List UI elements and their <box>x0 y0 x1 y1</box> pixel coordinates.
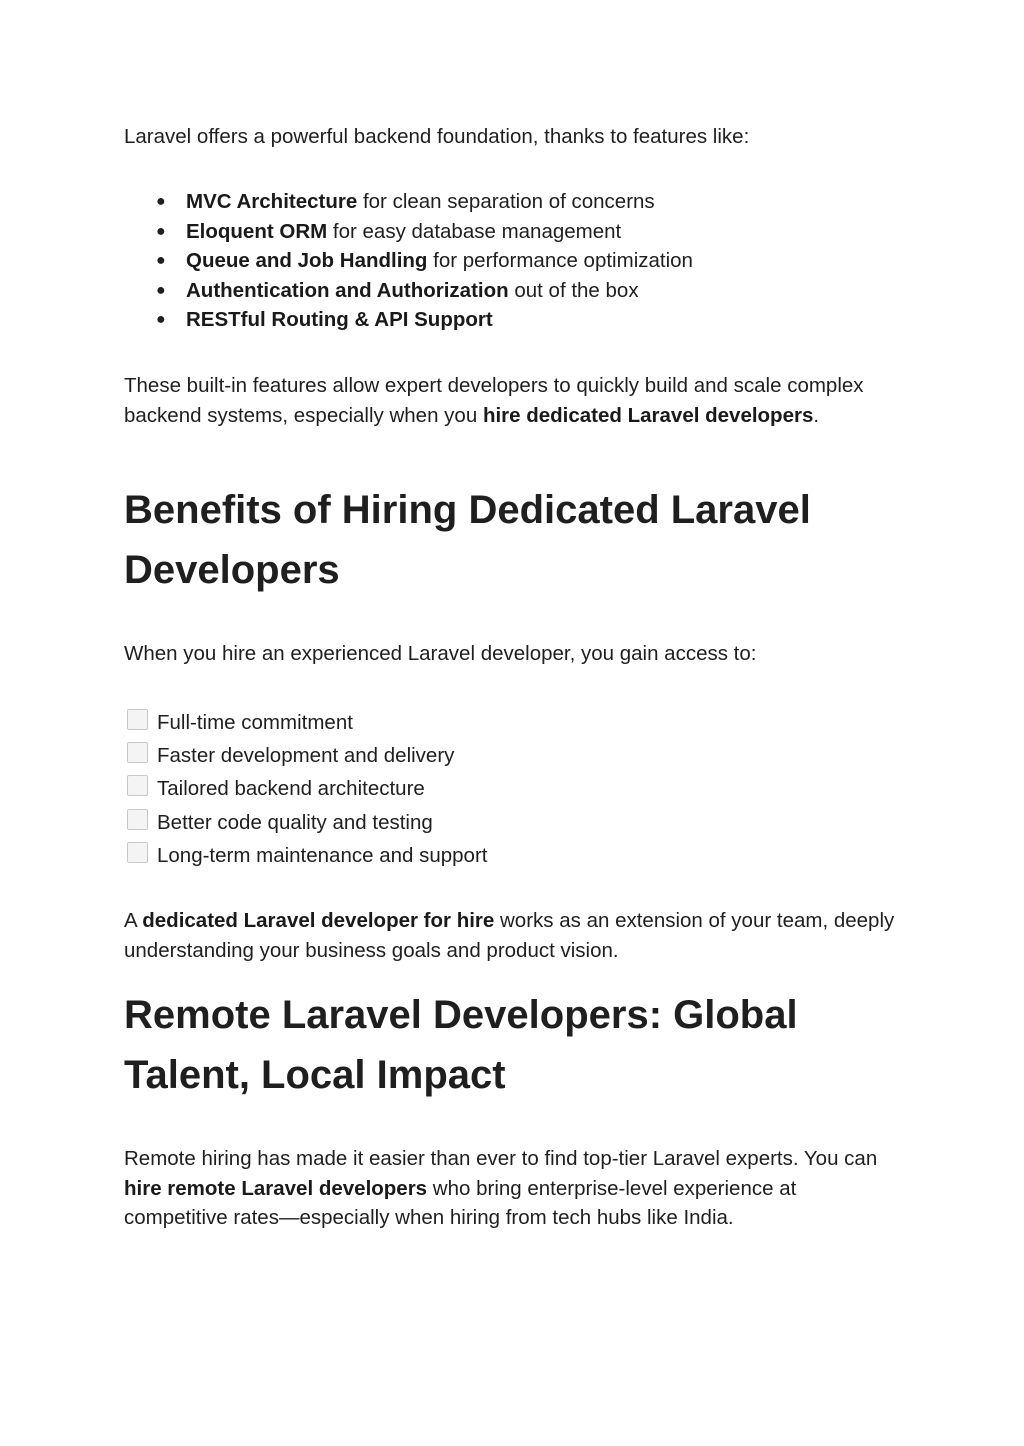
feature-name: Eloquent ORM <box>186 219 328 243</box>
benefit-label: Faster development and delivery <box>157 744 455 768</box>
feature-description: for performance optimization <box>427 249 693 273</box>
list-item <box>124 276 693 306</box>
list-item <box>124 772 487 805</box>
bullet-icon: ● <box>156 193 166 210</box>
text-run: . <box>813 403 820 427</box>
feature-name: RESTful Routing & API Support <box>186 308 493 332</box>
list-item <box>124 305 693 335</box>
benefit-label: Full-time commitment <box>157 711 353 734</box>
checkbox-icon <box>127 842 148 863</box>
feature-list <box>124 187 693 335</box>
benefit-label: Long-term maintenance and support <box>157 843 488 867</box>
list-item <box>124 706 487 739</box>
benefit-label: Tailored backend architecture <box>157 777 425 801</box>
bullet-icon: ● <box>156 252 166 270</box>
feature-name: Authentication and Authorization <box>186 278 509 302</box>
list-item <box>124 187 693 217</box>
benefits-intro-paragraph: When you hire an experienced Laravel developer, you gain access to: <box>124 642 757 665</box>
list-item <box>124 806 487 839</box>
text-run: These built-in features allow expert developers to quickly build and scale complex backend systems, especially when you <box>124 374 864 427</box>
section-heading-remote: Remote Laravel Developers: Global Talent, Local Impact <box>124 993 798 1097</box>
checkbox-icon <box>127 742 148 763</box>
text-run: A <box>124 909 143 932</box>
feature-name: MVC Architecture <box>186 190 358 213</box>
benefit-label: Better code quality and testing <box>157 810 433 834</box>
list-item <box>124 246 693 276</box>
intro-paragraph: Laravel offers a powerful backend foundation, thanks to features like: <box>124 125 750 148</box>
bullet-icon: ● <box>156 311 166 329</box>
benefits-list <box>124 706 487 872</box>
section-heading-benefits: Benefits of Hiring Dedicated Laravel Developers <box>124 488 811 592</box>
feature-name: Queue and Job Handling <box>186 249 428 273</box>
bullet-icon: ● <box>156 281 166 299</box>
text-run: who bring enterprise-level experience at competitive rates—especially when hiring from tech hubs like India. <box>124 1176 797 1230</box>
text-run: works as an extension of your team, deeply understanding your business goals and product vision. <box>124 909 895 962</box>
emphasis-text: hire dedicated Laravel developers <box>482 403 814 427</box>
list-item <box>124 217 693 247</box>
list-item <box>124 739 487 772</box>
list-item <box>124 839 487 872</box>
feature-description: for easy database management <box>327 219 622 243</box>
features-summary-paragraph <box>124 371 884 430</box>
remote-hiring-paragraph <box>124 1144 894 1233</box>
checkbox-icon <box>127 775 148 796</box>
text-run: Remote hiring has made it easier than ever to find top-tier Laravel experts. You can <box>124 1147 878 1170</box>
dedicated-developer-paragraph <box>124 906 914 965</box>
checkbox-icon <box>127 709 148 730</box>
checkbox-icon <box>127 809 148 830</box>
bullet-icon: ● <box>156 222 166 240</box>
emphasis-text: hire remote Laravel developers <box>124 1176 428 1200</box>
emphasis-text: dedicated Laravel developer for hire <box>142 909 495 932</box>
feature-description: for clean separation of concerns <box>357 190 655 213</box>
feature-description: out of the box <box>508 278 639 302</box>
